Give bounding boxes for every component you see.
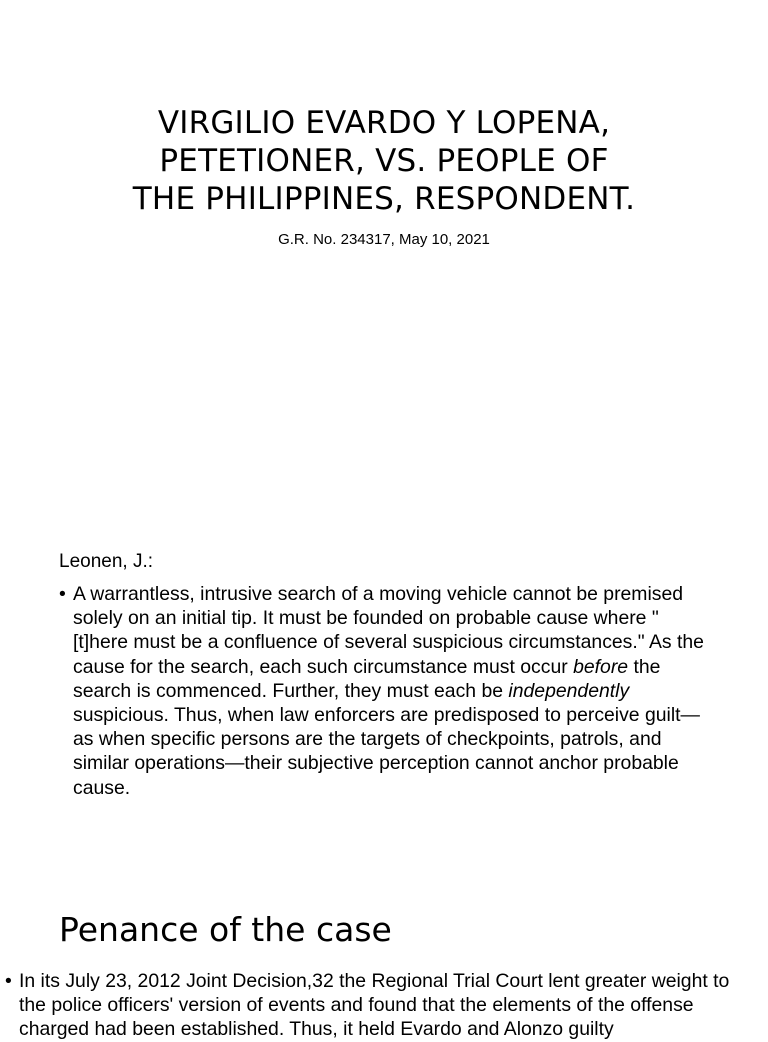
ruling-emphasis-before: before [573, 655, 629, 678]
case-title-line-1: VIRGILIO EVARDO Y LOPENA, [157, 105, 611, 141]
section-heading: Penance of the case [59, 910, 392, 949]
bullet-icon: • [59, 583, 66, 605]
ruling-emphasis-independently: independently [508, 679, 630, 702]
list-item [59, 582, 709, 800]
slide-title-block [0, 104, 768, 248]
ruling-bullet-list [59, 582, 709, 800]
case-title [0, 104, 768, 218]
author-label: Leonen, J.: [59, 551, 154, 572]
ruling-text-part-2: the search is commenced. Further, they must each be [73, 655, 661, 702]
ruling-paragraph [73, 582, 709, 800]
case-title-line-2: PETETIONER, VS. PEOPLE OF [159, 143, 609, 179]
bullet-icon: • [5, 970, 12, 992]
case-title-line-3: THE PHILIPPINES, RESPONDENT. [132, 181, 636, 217]
penance-paragraph: In its July 23, 2012 Joint Decision,32 the Regional Trial Court lent greater weight to the police officers' version of events and found that the elements of the offense charged had been established. Thus, it held Evardo and Alonzo guilty [19, 970, 730, 1041]
case-citation: G.R. No. 234317, May 10, 2021 [278, 231, 490, 248]
penance-bullet-list [5, 969, 755, 1042]
ruling-text-part-3: suspicious. Thus, when law enforcers are predisposed to perceive guilt—as when specific persons are the targets of checkpoints, patrols, and similar operations—their subjective perception cannot anchor probable cause. [73, 704, 700, 799]
list-item [5, 969, 755, 1042]
ruling-text-part-1: A warrantless, intrusive search of a moving vehicle cannot be premised solely on an initial tip. It must be founded on probable cause where "[t]here must be a confluence of several suspicious circumstances." As the cause for the search, each such circumstance must occur [73, 583, 704, 678]
